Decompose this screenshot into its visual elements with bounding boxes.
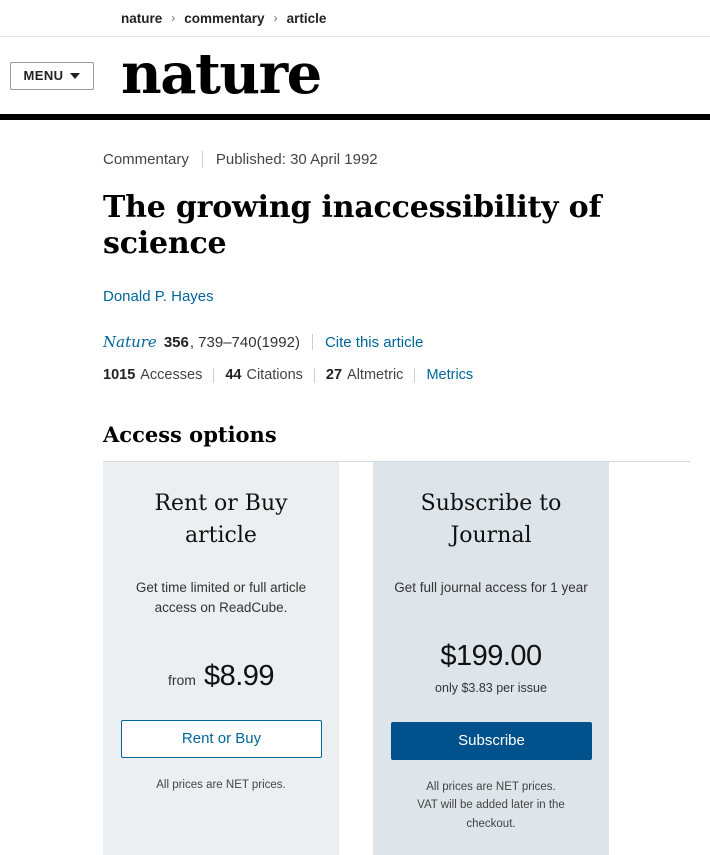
card-price-prefix: from (167, 672, 196, 689)
accesses-label: Accesses (140, 367, 203, 383)
breadcrumb-bar (0, 0, 710, 37)
breadcrumb-item-nature[interactable]: nature (121, 10, 163, 26)
menu-button-label: MENU (23, 68, 64, 83)
cite-this-article-link[interactable]: Cite this article (324, 333, 424, 351)
citation-divider (312, 334, 313, 350)
metrics-link[interactable]: Metrics (426, 367, 474, 383)
card-price-row (121, 660, 321, 693)
article-published-date: Published: 30 April 1992 (215, 151, 378, 168)
article-author[interactable]: Donald P. Hayes (103, 288, 214, 305)
metrics-divider (213, 368, 214, 383)
card-title: Rent or Buy article (154, 491, 288, 548)
access-options-heading: Access options (103, 422, 690, 462)
article-page (0, 151, 710, 855)
accesses-count: 1015 (103, 367, 136, 383)
card-fineprint: All prices are NET prices. (156, 779, 286, 792)
citation-journal[interactable]: Nature (103, 333, 157, 351)
card-description: Get time limited or full article access on ReadCube. (135, 579, 307, 616)
card-price: $199.00 (440, 640, 542, 673)
citation-volume: 356 (163, 333, 189, 351)
breadcrumb-item-commentary[interactable]: commentary (184, 10, 265, 26)
card-price: $8.99 (203, 660, 275, 693)
card-price-subtext: only $3.83 per issue (435, 681, 547, 696)
breadcrumb-item-article[interactable]: article (286, 10, 327, 26)
meta-divider (202, 151, 203, 168)
nature-logo[interactable]: nature (121, 40, 321, 107)
metrics-divider (314, 368, 315, 383)
article-metrics (103, 367, 690, 383)
breadcrumb (121, 11, 326, 26)
breadcrumb-separator-icon: › (273, 11, 278, 25)
card-description: Get full journal access for 1 year (394, 579, 588, 595)
chevron-down-icon (70, 73, 80, 79)
page-title: The growing inaccessibility of science (103, 190, 602, 261)
citations-count: 44 (225, 367, 242, 383)
article-type: Commentary (103, 151, 189, 168)
menu-button[interactable] (10, 62, 94, 90)
article-meta (103, 151, 690, 168)
masthead (0, 37, 710, 120)
altmetric-count: 27 (325, 367, 343, 383)
altmetric-label: Altmetric (347, 367, 404, 383)
article-citation (103, 333, 690, 351)
card-price-row (391, 640, 591, 673)
access-options-cards (103, 462, 690, 855)
card-fineprint: All prices are NET prices. VAT will be added later in the checkout. (417, 781, 565, 830)
card-title: Subscribe to Journal (420, 491, 562, 548)
citations-label: Citations (246, 367, 303, 383)
breadcrumb-separator-icon: › (171, 11, 176, 25)
citation-pages: , 739–740(1992) (189, 333, 300, 351)
subscribe-button[interactable]: Subscribe (391, 722, 592, 760)
access-card-subscribe (373, 462, 609, 855)
rent-or-buy-button[interactable]: Rent or Buy (121, 720, 322, 758)
metrics-divider (414, 368, 415, 383)
access-card-rent-or-buy (103, 462, 339, 855)
